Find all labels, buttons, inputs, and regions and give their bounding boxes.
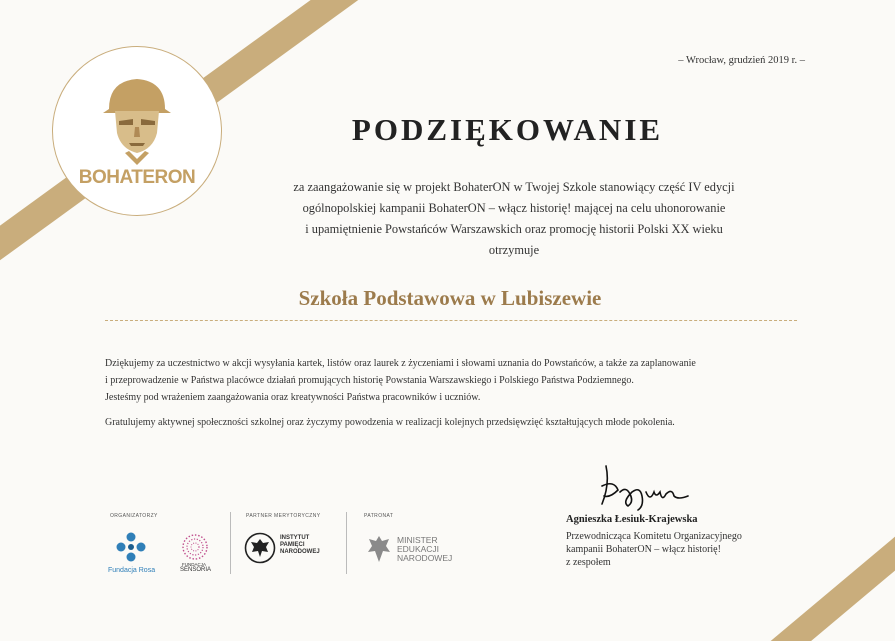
ipn-line: INSTYTUT — [280, 535, 310, 541]
intro-line: za zaangażowanie się w projekt BohaterON w Twojej Szkole stanowiący część IV edycji — [293, 180, 735, 194]
organizers-label: ORGANIZATORZY — [110, 513, 158, 519]
men-eagle-logo-icon — [366, 534, 392, 564]
body-text — [105, 355, 805, 431]
signer-role — [566, 530, 742, 569]
fundacja-rosa-logo-icon — [114, 530, 148, 564]
patronage-label: PATRONAT — [364, 513, 394, 519]
men-line: EDUKACJI — [397, 544, 440, 554]
merit-partner-label: PARTNER MERYTORYCZNY — [246, 513, 321, 519]
signer-role-line: Przewodnicząca Komitetu Organizacyjnego — [566, 531, 742, 542]
partner-divider — [346, 512, 347, 574]
logo-wordmark: BOHATERON — [78, 167, 196, 188]
handwritten-signature — [592, 462, 702, 514]
ipn-line: NARODOWEJ — [280, 549, 320, 555]
signer-name: Agnieszka Łesiuk-Krajewska — [566, 514, 698, 525]
gold-ribbon-bottom-right — [721, 464, 895, 641]
org2-name-bottom: SENSORIA — [180, 567, 212, 573]
ipn-eagle-logo-icon — [244, 532, 276, 564]
intro-line: ogólnopolskiej kampanii BohaterON – włącz historię! mającej na celu uhonorowanie — [302, 201, 726, 215]
org1-name: Fundacja Rosa — [108, 567, 156, 574]
org2-name-top: FUNDACJA — [182, 562, 207, 567]
dashed-divider — [105, 320, 797, 321]
body-line: Dziękujemy za uczestnictwo w akcji wysyłania kartek, listów oraz laurek z życzeniami i słowami uznania do Powstańców, a także za zaplanowanie — [105, 358, 696, 369]
fundacja-sensoria-logo-icon — [180, 532, 210, 562]
partner-divider — [230, 512, 231, 574]
signer-role-line: z zespołem — [566, 557, 611, 568]
body-line: Jesteśmy pod wrażeniem zaangażowania oraz kreatywności Państwa pracowników i uczniów. — [105, 392, 481, 403]
ipn-line: PAMIĘCI — [280, 542, 305, 548]
recipient-name: Szkoła Podstawowa w Lubiszewie — [298, 286, 602, 310]
body-line: i przeprowadzenie w Państwa placówce działań promujących historię Powstania Warszawskiego i Polskiego Państwa Podziemnego. — [105, 375, 634, 386]
signer-role-line: kampanii BohaterON – włącz historię! — [566, 544, 721, 555]
body-paragraph-congratulations: Gratulujemy aktywnej społeczności szkolnej oraz życzymy powodzenia w realizacji kolejnych przedsięwzięć kształtujących młode pokolenia. — [105, 417, 675, 428]
ipn-name — [280, 535, 320, 556]
date-line: – Wrocław, grudzień 2019 r. – — [678, 55, 805, 66]
intro-line: otrzymuje — [488, 243, 540, 257]
intro-line: i upamiętnienie Powstańców Warszawskich oraz promocję historii Polski XX wieku — [305, 222, 723, 236]
men-line: NARODOWEJ — [397, 553, 453, 563]
page-title: PODZIĘKOWANIE — [351, 112, 664, 147]
partners-section — [100, 510, 500, 590]
intro-text — [230, 177, 798, 261]
men-line: MINISTER — [397, 535, 438, 545]
men-name — [397, 536, 452, 563]
